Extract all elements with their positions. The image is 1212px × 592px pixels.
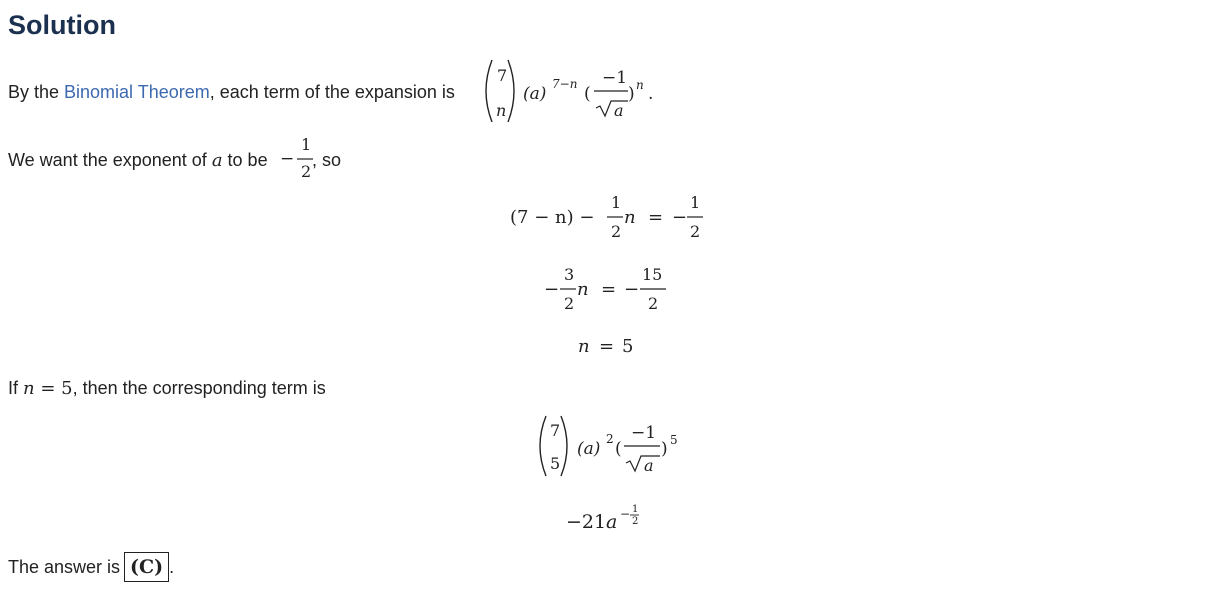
if-equals: =	[34, 378, 62, 399]
answer-period: .	[169, 557, 175, 577]
term2-base: (a)	[577, 439, 601, 459]
answer-text: The answer is	[8, 557, 121, 577]
eq1-equals: =	[648, 207, 664, 228]
want-text-after-wrap	[312, 149, 341, 171]
eq2-equals: =	[601, 279, 617, 300]
eq1-frac-den: 2	[611, 222, 622, 241]
eq2-frac-den: 2	[564, 294, 575, 313]
term-base: (a)	[523, 84, 547, 104]
if-line	[8, 377, 326, 400]
term2-frac-den: a	[644, 456, 654, 475]
result-var: a	[606, 511, 618, 533]
term-period: .	[648, 84, 654, 104]
want-text-mid: to be	[222, 150, 268, 170]
eq1-lhs: (7 − n) −	[510, 207, 595, 228]
want-line	[8, 149, 268, 172]
result-exp-den: 2	[632, 516, 639, 527]
binom2-bottom: 5	[550, 454, 561, 473]
term-exp: 7−n	[552, 77, 578, 91]
result-formula	[562, 500, 662, 540]
intro-text-before: By the	[8, 82, 65, 102]
equation-3	[574, 330, 654, 360]
intro-text-after: , each term of the expansion is	[209, 82, 455, 102]
term2-formula	[530, 410, 700, 482]
answer-choice-box: (C)	[124, 552, 169, 582]
term-frac-num: −1	[602, 68, 628, 88]
want-text-before: We want the exponent of	[8, 150, 212, 170]
binom-right-paren	[508, 60, 514, 122]
binom-bottom: n	[496, 101, 507, 120]
term2-open-paren: (	[615, 439, 622, 459]
sqrt-icon	[626, 456, 660, 471]
want-minus: −	[280, 149, 295, 169]
eq1-frac-num: 1	[611, 193, 622, 212]
term2-close-paren: )	[661, 439, 668, 459]
term-open-paren: (	[584, 84, 591, 104]
want-frac-num: 1	[301, 135, 312, 154]
eq2-var: n	[577, 279, 589, 300]
eq1-rhs-num: 1	[690, 193, 701, 212]
binom2-top: 7	[550, 421, 561, 440]
term-frac-den: a	[614, 101, 624, 120]
want-frac-den: 2	[301, 162, 312, 181]
eq3-var: n	[578, 336, 590, 357]
if-text-before: If	[8, 378, 24, 398]
eq1-var: n	[624, 207, 636, 228]
answer-line	[8, 552, 174, 582]
binom-top: 7	[497, 66, 508, 85]
binom2-left-paren	[540, 416, 546, 476]
term-outer-exp: n	[636, 78, 644, 92]
equation-2	[540, 258, 680, 318]
binom-left-paren	[486, 60, 492, 122]
term2-outer-exp: 5	[670, 433, 678, 447]
eq1-rhs-den: 2	[690, 222, 701, 241]
want-var: a	[211, 150, 223, 171]
eq2-rhs-num: 15	[642, 265, 663, 284]
eq2-rhs-minus: −	[624, 279, 640, 300]
binom2-right-paren	[561, 416, 567, 476]
result-exp-minus: −	[620, 507, 631, 521]
intro-line	[8, 81, 455, 103]
want-text-after: , so	[312, 150, 342, 170]
if-var: n	[23, 378, 35, 399]
term2-exp: 2	[606, 432, 614, 446]
intro-term-formula	[476, 56, 666, 126]
eq2-frac-num: 3	[564, 265, 575, 284]
eq3-value: 5	[622, 336, 634, 357]
eq3-equals: =	[599, 336, 615, 357]
eq2-minus: −	[544, 279, 560, 300]
if-value: 5	[61, 378, 73, 399]
eq1-minus: −	[672, 207, 688, 228]
solution-heading: Solution	[8, 10, 116, 40]
term-close-paren: )	[628, 84, 635, 104]
if-text-after: , then the corresponding term is	[72, 378, 326, 398]
binomial-theorem-link[interactable]: Binomial Theorem	[64, 82, 210, 102]
equation-1	[506, 186, 716, 246]
eq2-rhs-den: 2	[648, 294, 659, 313]
term2-frac-num: −1	[631, 423, 657, 443]
result-exp-num: 1	[632, 504, 639, 515]
result-coef: −21	[566, 511, 607, 533]
